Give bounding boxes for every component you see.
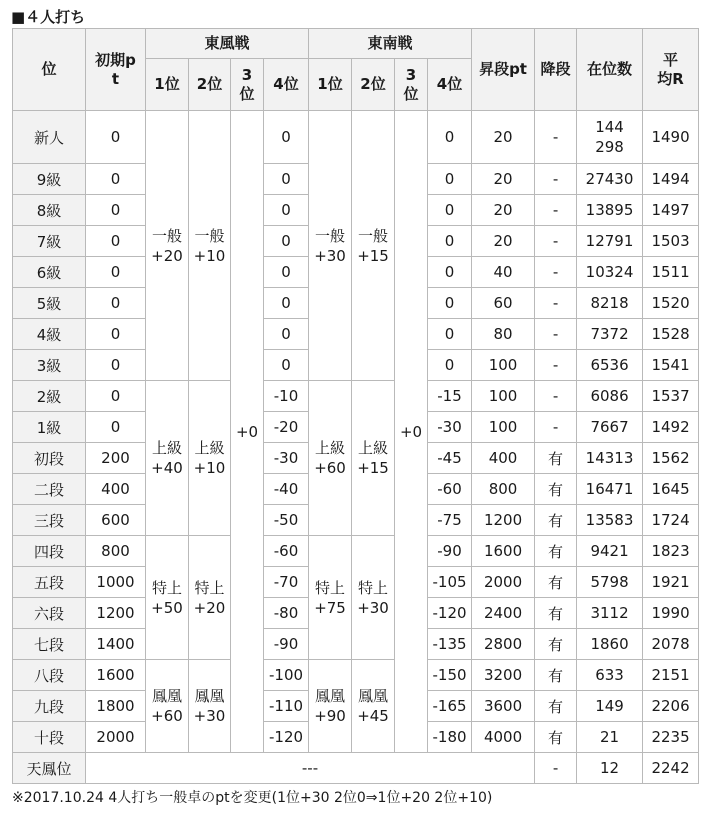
- count-cell: 10324: [577, 257, 643, 288]
- header-tonnan: 東南戦: [309, 29, 472, 59]
- avg-r-cell: 1490: [643, 111, 699, 164]
- initial-pt-cell: 1400: [86, 629, 146, 660]
- rank-cell: 五段: [13, 567, 86, 598]
- tonpu-4th-pt-cell: 0: [264, 111, 309, 164]
- rank-cell: 8級: [13, 195, 86, 226]
- tonpu-4th-pt-cell: -100: [264, 660, 309, 691]
- initial-pt-cell: 600: [86, 505, 146, 536]
- promote-pt-cell: 3600: [472, 691, 535, 722]
- tonpu-4th-pt-cell: 0: [264, 226, 309, 257]
- rank-cell: 初段: [13, 443, 86, 474]
- section-title: ■４人打ち: [11, 8, 86, 26]
- avg-r-cell: 1511: [643, 257, 699, 288]
- count-cell: 13895: [577, 195, 643, 226]
- initial-pt-cell: 0: [86, 350, 146, 381]
- count-cell: 9421: [577, 536, 643, 567]
- promote-pt-cell: 20: [472, 226, 535, 257]
- count-cell: 12791: [577, 226, 643, 257]
- tonnan-4th-pt-cell: -120: [428, 598, 472, 629]
- promote-pt-cell: 20: [472, 111, 535, 164]
- header-tonnan-3rd: 3位: [395, 59, 428, 111]
- avg-r-cell: 2206: [643, 691, 699, 722]
- promote-pt-cell: 400: [472, 443, 535, 474]
- count-cell: 12: [577, 753, 643, 784]
- rank-cell: 九段: [13, 691, 86, 722]
- tonpu-4th-pt-cell: 0: [264, 350, 309, 381]
- count-cell: 16471: [577, 474, 643, 505]
- demote-cell: -: [535, 319, 577, 350]
- initial-pt-cell: 0: [86, 381, 146, 412]
- promote-pt-cell: 20: [472, 164, 535, 195]
- rank-cell: 4級: [13, 319, 86, 350]
- rank-cell: 十段: [13, 722, 86, 753]
- tonnan-4th-pt-cell: -150: [428, 660, 472, 691]
- promote-pt-cell: 100: [472, 350, 535, 381]
- count-cell: 149: [577, 691, 643, 722]
- avg-r-cell: 1921: [643, 567, 699, 598]
- promote-pt-cell: 40: [472, 257, 535, 288]
- promote-pt-cell: 100: [472, 381, 535, 412]
- rank-cell: 六段: [13, 598, 86, 629]
- count-cell: 144298: [577, 111, 643, 164]
- count-cell: 3112: [577, 598, 643, 629]
- promote-pt-cell: 2800: [472, 629, 535, 660]
- rank-cell: 3級: [13, 350, 86, 381]
- tonpu-4th-pt-cell: -120: [264, 722, 309, 753]
- count-cell: 8218: [577, 288, 643, 319]
- tonnan-4th-pt-cell: -75: [428, 505, 472, 536]
- tonpu-4th-pt-cell: -30: [264, 443, 309, 474]
- avg-r-cell: 1823: [643, 536, 699, 567]
- tonpu-4th-pt-cell: 0: [264, 164, 309, 195]
- initial-pt-cell: 0: [86, 257, 146, 288]
- tonnan-3rd-pt-cell: +0: [395, 111, 428, 753]
- tonnan-4th-pt-cell: -180: [428, 722, 472, 753]
- count-cell: 7372: [577, 319, 643, 350]
- initial-pt-cell: 0: [86, 195, 146, 226]
- tonnan-1st-pt-cell: 一般 +30: [309, 111, 352, 381]
- demote-cell: -: [535, 350, 577, 381]
- tonnan-4th-pt-cell: 0: [428, 350, 472, 381]
- tonpu-2nd-pt-cell: 特上 +20: [189, 536, 231, 660]
- tonpu-3rd-pt-cell: +0: [231, 111, 264, 753]
- demote-cell: 有: [535, 629, 577, 660]
- avg-r-cell: 1541: [643, 350, 699, 381]
- promote-pt-cell: 100: [472, 412, 535, 443]
- count-cell: 5798: [577, 567, 643, 598]
- avg-r-cell: 1528: [643, 319, 699, 350]
- tonpu-1st-pt-cell: 一般 +20: [146, 111, 189, 381]
- avg-r-cell: 1494: [643, 164, 699, 195]
- tonnan-4th-pt-cell: -135: [428, 629, 472, 660]
- avg-r-cell: 1990: [643, 598, 699, 629]
- rank-cell: 三段: [13, 505, 86, 536]
- tonnan-4th-pt-cell: 0: [428, 226, 472, 257]
- initial-pt-cell: 0: [86, 319, 146, 350]
- tonnan-4th-pt-cell: 0: [428, 164, 472, 195]
- tonpu-1st-pt-cell: 鳳凰 +60: [146, 660, 189, 753]
- initial-pt-cell: 0: [86, 288, 146, 319]
- demote-cell: 有: [535, 536, 577, 567]
- tonnan-4th-pt-cell: -90: [428, 536, 472, 567]
- promote-pt-cell: 80: [472, 319, 535, 350]
- tonpu-4th-pt-cell: -80: [264, 598, 309, 629]
- rank-cell: 6級: [13, 257, 86, 288]
- demote-cell: -: [535, 412, 577, 443]
- initial-pt-cell: 1800: [86, 691, 146, 722]
- tonpu-1st-pt-cell: 上級 +40: [146, 381, 189, 536]
- initial-pt-cell: 1000: [86, 567, 146, 598]
- rank-cell: 5級: [13, 288, 86, 319]
- tonpu-4th-pt-cell: -40: [264, 474, 309, 505]
- avg-r-cell: 1503: [643, 226, 699, 257]
- avg-r-cell: 1492: [643, 412, 699, 443]
- count-cell: 14313: [577, 443, 643, 474]
- promote-pt-cell: 1600: [472, 536, 535, 567]
- initial-pt-cell: 2000: [86, 722, 146, 753]
- tonpu-4th-pt-cell: 0: [264, 257, 309, 288]
- initial-pt-cell: 200: [86, 443, 146, 474]
- rank-cell: 新人: [13, 111, 86, 164]
- avg-r-cell: 2151: [643, 660, 699, 691]
- demote-cell: -: [535, 111, 577, 164]
- avg-r-cell: 1562: [643, 443, 699, 474]
- initial-pt-cell: 1200: [86, 598, 146, 629]
- count-cell: 13583: [577, 505, 643, 536]
- demote-cell: 有: [535, 598, 577, 629]
- header-promote-pt: 昇段pt: [472, 29, 535, 111]
- table-row: [13, 381, 699, 412]
- avg-r-cell: 1645: [643, 474, 699, 505]
- tonpu-4th-pt-cell: 0: [264, 288, 309, 319]
- header-avg-r: 平均R: [643, 29, 699, 111]
- tonpu-1st-pt-cell: 特上 +50: [146, 536, 189, 660]
- count-cell: 633: [577, 660, 643, 691]
- tonnan-2nd-pt-cell: 上級 +15: [352, 381, 395, 536]
- avg-r-cell: 1497: [643, 195, 699, 226]
- tonpu-2nd-pt-cell: 上級 +10: [189, 381, 231, 536]
- demote-cell: -: [535, 381, 577, 412]
- tonnan-1st-pt-cell: 特上 +75: [309, 536, 352, 660]
- tonnan-4th-pt-cell: 0: [428, 111, 472, 164]
- rank-cell: 四段: [13, 536, 86, 567]
- promote-pt-cell: 2400: [472, 598, 535, 629]
- initial-pt-cell: 0: [86, 412, 146, 443]
- header-tonpu-3rd: 3位: [231, 59, 264, 111]
- tonpu-2nd-pt-cell: 一般 +10: [189, 111, 231, 381]
- tonnan-1st-pt-cell: 上級 +60: [309, 381, 352, 536]
- demote-cell: -: [535, 257, 577, 288]
- table-row: [13, 536, 699, 567]
- rank-cell: 9級: [13, 164, 86, 195]
- avg-r-cell: 2078: [643, 629, 699, 660]
- promote-pt-cell: 4000: [472, 722, 535, 753]
- header-tonnan-4th: 4位: [428, 59, 472, 111]
- tonnan-4th-pt-cell: -60: [428, 474, 472, 505]
- tonnan-4th-pt-cell: -45: [428, 443, 472, 474]
- rank-cell: 天鳳位: [13, 753, 86, 784]
- demote-cell: 有: [535, 567, 577, 598]
- tonnan-4th-pt-cell: 0: [428, 288, 472, 319]
- header-rank: 位: [13, 29, 86, 111]
- promote-pt-cell: 1200: [472, 505, 535, 536]
- tonnan-1st-pt-cell: 鳳凰 +90: [309, 660, 352, 753]
- demote-cell: 有: [535, 474, 577, 505]
- count-cell: 27430: [577, 164, 643, 195]
- tonnan-2nd-pt-cell: 一般 +15: [352, 111, 395, 381]
- tonnan-2nd-pt-cell: 鳳凰 +45: [352, 660, 395, 753]
- demote-cell: -: [535, 164, 577, 195]
- initial-pt-cell: 400: [86, 474, 146, 505]
- demote-cell: 有: [535, 505, 577, 536]
- tonpu-2nd-pt-cell: 鳳凰 +30: [189, 660, 231, 753]
- tonnan-4th-pt-cell: 0: [428, 195, 472, 226]
- header-demote: 降段: [535, 29, 577, 111]
- tenhoui-dashes-cell: ---: [86, 753, 535, 784]
- demote-cell: 有: [535, 722, 577, 753]
- count-cell: 21: [577, 722, 643, 753]
- tonpu-4th-pt-cell: -70: [264, 567, 309, 598]
- table-row: [13, 660, 699, 691]
- demote-cell: -: [535, 226, 577, 257]
- avg-r-cell: 2242: [643, 753, 699, 784]
- rank-cell: 二段: [13, 474, 86, 505]
- avg-r-cell: 2235: [643, 722, 699, 753]
- tonpu-4th-pt-cell: 0: [264, 195, 309, 226]
- demote-cell: -: [535, 753, 577, 784]
- table-row-tenhoui: [13, 753, 699, 784]
- rank-cell: 七段: [13, 629, 86, 660]
- tonnan-4th-pt-cell: -15: [428, 381, 472, 412]
- tonpu-4th-pt-cell: -10: [264, 381, 309, 412]
- tonpu-4th-pt-cell: -90: [264, 629, 309, 660]
- count-cell: 6536: [577, 350, 643, 381]
- tonpu-4th-pt-cell: -50: [264, 505, 309, 536]
- rank-cell: 7級: [13, 226, 86, 257]
- header-tonpu-4th: 4位: [264, 59, 309, 111]
- initial-pt-cell: 0: [86, 226, 146, 257]
- demote-cell: -: [535, 195, 577, 226]
- avg-r-cell: 1537: [643, 381, 699, 412]
- rank-cell: 1級: [13, 412, 86, 443]
- initial-pt-cell: 1600: [86, 660, 146, 691]
- initial-pt-cell: 800: [86, 536, 146, 567]
- rank-cell: 2級: [13, 381, 86, 412]
- header-count: 在位数: [577, 29, 643, 111]
- avg-r-cell: 1520: [643, 288, 699, 319]
- tonnan-2nd-pt-cell: 特上 +30: [352, 536, 395, 660]
- table-row: [13, 111, 699, 164]
- initial-pt-cell: 0: [86, 111, 146, 164]
- tonpu-4th-pt-cell: -110: [264, 691, 309, 722]
- demote-cell: 有: [535, 691, 577, 722]
- promote-pt-cell: 2000: [472, 567, 535, 598]
- promote-pt-cell: 20: [472, 195, 535, 226]
- avg-r-cell: 1724: [643, 505, 699, 536]
- footnote: ※2017.10.24 4人打ち一般卓のptを変更(1位+30 2位0⇒1位+20 2位+10): [12, 790, 493, 806]
- rank-table: [12, 28, 699, 784]
- promote-pt-cell: 800: [472, 474, 535, 505]
- promote-pt-cell: 60: [472, 288, 535, 319]
- tonnan-4th-pt-cell: -165: [428, 691, 472, 722]
- initial-pt-cell: 0: [86, 164, 146, 195]
- tonnan-4th-pt-cell: 0: [428, 319, 472, 350]
- header-tonpu-2nd: 2位: [189, 59, 231, 111]
- count-cell: 7667: [577, 412, 643, 443]
- demote-cell: -: [535, 288, 577, 319]
- demote-cell: 有: [535, 443, 577, 474]
- header-tonnan-2nd: 2位: [352, 59, 395, 111]
- count-cell: 1860: [577, 629, 643, 660]
- promote-pt-cell: 3200: [472, 660, 535, 691]
- header-tonpu-1st: 1位: [146, 59, 189, 111]
- demote-cell: 有: [535, 660, 577, 691]
- tonpu-4th-pt-cell: -20: [264, 412, 309, 443]
- header-tonnan-1st: 1位: [309, 59, 352, 111]
- tonnan-4th-pt-cell: -105: [428, 567, 472, 598]
- tonnan-4th-pt-cell: -30: [428, 412, 472, 443]
- header-tonpu: 東風戦: [146, 29, 309, 59]
- tonpu-4th-pt-cell: 0: [264, 319, 309, 350]
- header-initial-pt: 初期pt: [86, 29, 146, 111]
- rank-cell: 八段: [13, 660, 86, 691]
- tonpu-4th-pt-cell: -60: [264, 536, 309, 567]
- count-cell: 6086: [577, 381, 643, 412]
- tonnan-4th-pt-cell: 0: [428, 257, 472, 288]
